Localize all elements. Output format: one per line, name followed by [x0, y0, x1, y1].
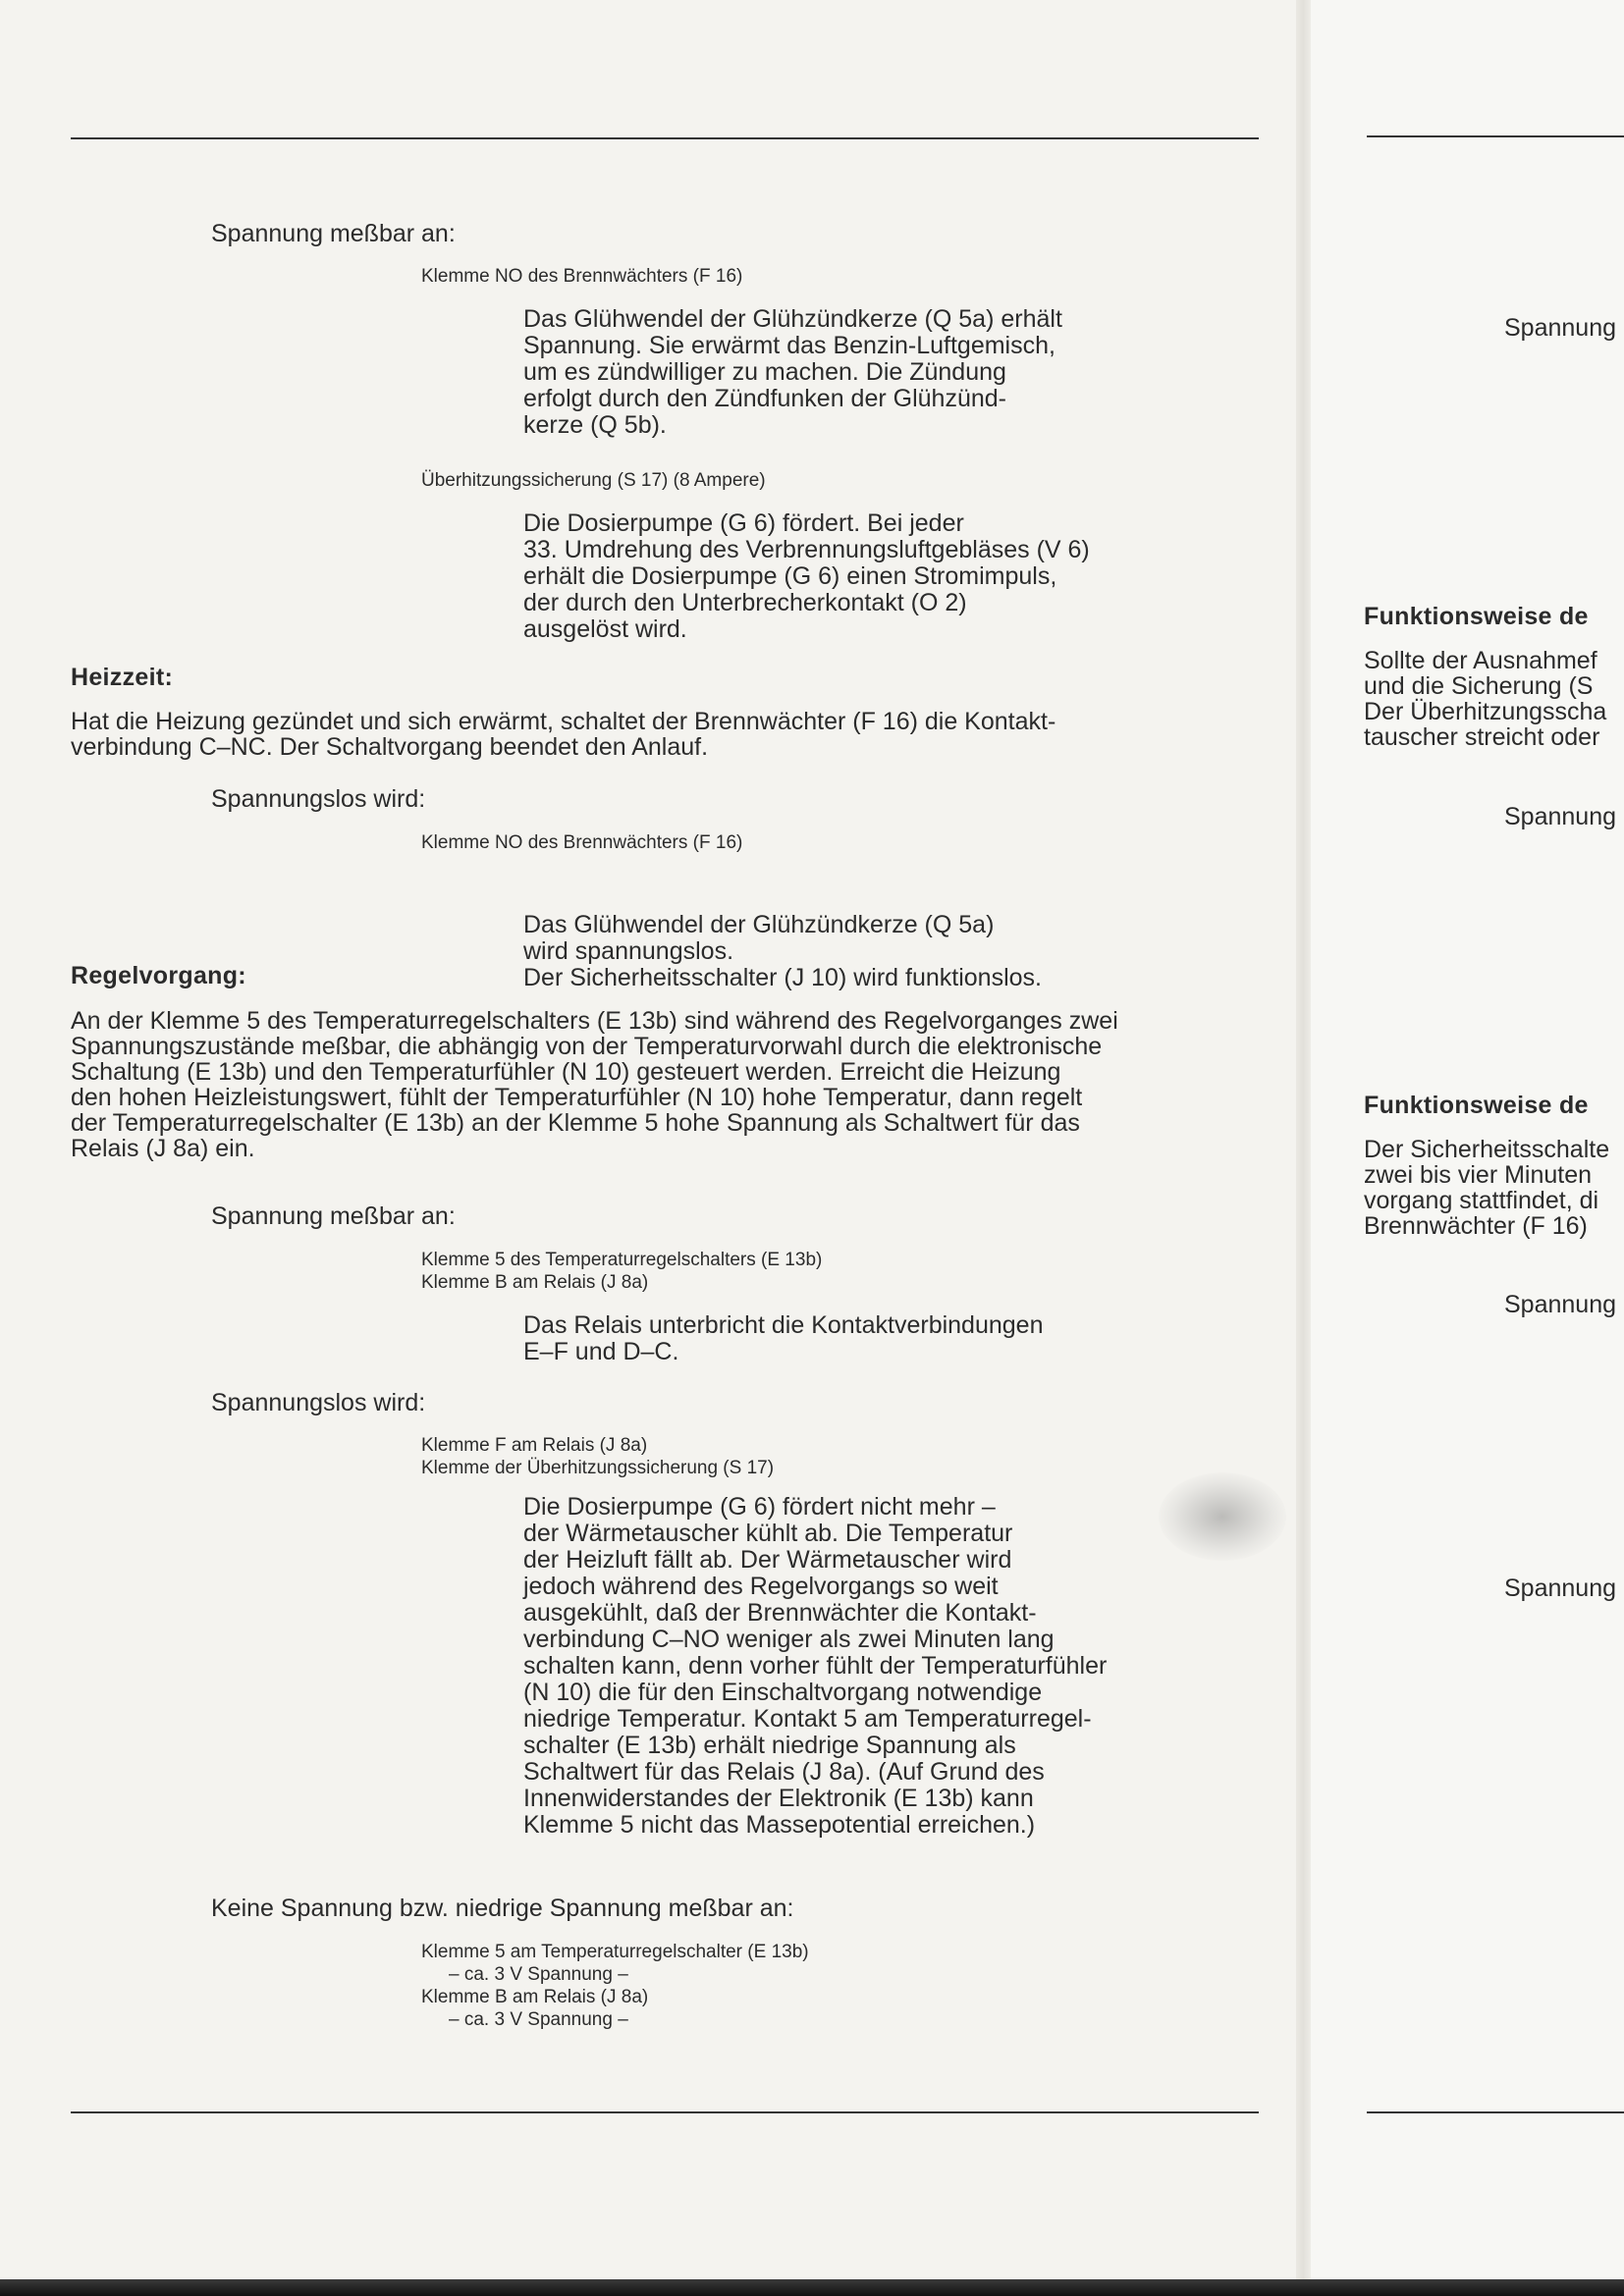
desc-spannungslos [523, 912, 1042, 991]
desc-line: verbindung C–NO weniger als zwei Minuten lang [523, 1626, 1055, 1653]
desc-line: um es zündwilliger zu machen. Die Zündung [523, 358, 1006, 386]
right-para-2 [1364, 1137, 1609, 1239]
terminal-ueberhitzungssicherung: Überhitzungssicherung (S 17) (8 Ampere) [421, 470, 766, 491]
para-line: den hohen Heizleistungswert, fühlt der Temperaturfühler (N 10) hohe Temperatur, dann regelt [71, 1084, 1083, 1111]
desc-line: wird spannungslos. [523, 937, 734, 965]
label-spannung-messbar-2: Spannung meßbar an: [211, 1202, 456, 1230]
right-label-spannung: Spannung [1504, 1291, 1617, 1318]
desc-line: 33. Umdrehung des Verbrennungsluftgebläses (V 6) [523, 536, 1090, 563]
label-spannung-messbar-1: Spannung meßbar an: [211, 220, 456, 247]
desc-line: schalter (E 13b) erhält niedrige Spannung als [523, 1732, 1016, 1759]
desc-line: der Heizluft fällt ab. Der Wärmetauscher wird [523, 1546, 1012, 1574]
para-line: der Temperaturregelschalter (E 13b) an der Klemme 5 hohe Spannung als Schaltwert für das [71, 1109, 1080, 1137]
right-heading-funktionsweise-2: Funktionsweise de [1364, 1092, 1589, 1119]
desc-line: Spannung. Sie erwärmt das Benzin-Luftgemisch, [523, 332, 1056, 359]
terminal-line: Klemme F am Relais (J 8a) [421, 1435, 648, 1456]
terminal-line: Klemme der Überhitzungssicherung (S 17) [421, 1458, 775, 1478]
terminal-no-brennwaechter-2: Klemme NO des Brennwächters (F 16) [421, 832, 743, 853]
right-label-spannung: Spannung [1504, 1575, 1617, 1602]
para-heizzeit [71, 709, 1056, 760]
label-spannungslos-1: Spannungslos wird: [211, 785, 426, 813]
para-line: Hat die Heizung gezündet und sich erwärmt, schaltet der Brennwächter (F 16) die Kontakt- [71, 708, 1056, 735]
para-line: An der Klemme 5 des Temperaturregelschalters (E 13b) sind während des Regelvorganges zwei [71, 1007, 1118, 1035]
desc-gluehwendel [523, 306, 1062, 439]
label-keine-spannung: Keine Spannung bzw. niedrige Spannung meßbar an: [211, 1895, 794, 1922]
bottom-rule-right [1367, 2111, 1624, 2113]
desc-line: (N 10) die für den Einschaltvorgang notwendige [523, 1679, 1043, 1706]
top-rule-right [1367, 135, 1624, 137]
desc-line: erfolgt durch den Zündfunken der Glühzünd- [523, 385, 1006, 412]
desc-line: erhält die Dosierpumpe (G 6) einen Stromimpuls, [523, 562, 1057, 590]
right-heading-funktionsweise-1: Funktionsweise de [1364, 603, 1589, 630]
terminal-line: Klemme 5 am Temperaturregelschalter (E 13b) [421, 1942, 809, 1962]
para-line: Der Sicherheitsschalte [1364, 1136, 1610, 1163]
desc-line: Der Sicherheitsschalter (J 10) wird funktionslos. [523, 964, 1042, 991]
desc-line: Das Relais unterbricht die Kontaktverbindungen [523, 1311, 1044, 1339]
para-line: tauscher streicht oder [1364, 723, 1600, 751]
para-line: Sollte der Ausnahmef [1364, 647, 1597, 674]
para-line: Der Überhitzungsscha [1364, 698, 1607, 725]
desc-dosierpumpe [523, 510, 1090, 643]
desc-line: ausgekühlt, daß der Brennwächter die Kontakt- [523, 1599, 1037, 1627]
para-line: Schaltung (E 13b) und den Temperaturfühler (N 10) gesteuert werden. Erreicht die Heizung [71, 1058, 1061, 1086]
desc-line: Das Glühwendel der Glühzündkerze (Q 5a) erhält [523, 305, 1062, 333]
desc-line: Das Glühwendel der Glühzündkerze (Q 5a) [523, 911, 995, 938]
heading-regelvorgang: Regelvorgang: [71, 962, 246, 989]
desc-line: Die Dosierpumpe (G 6) fördert nicht mehr – [523, 1493, 996, 1521]
desc-line: Die Dosierpumpe (G 6) fördert. Bei jeder [523, 509, 964, 537]
desc-line: schalten kann, denn vorher fühlt der Temperaturfühler [523, 1652, 1108, 1680]
terminal-no-brennwaechter: Klemme NO des Brennwächters (F 16) [421, 266, 743, 287]
terminal-line: – ca. 3 V Spannung – [449, 1964, 628, 1985]
para-line: Spannungszustände meßbar, die abhängig von der Temperaturvorwahl durch die elektronische [71, 1033, 1103, 1060]
top-rule-left [71, 137, 1259, 139]
terminal-line: – ca. 3 V Spannung – [449, 2009, 628, 2030]
desc-waermetauscher [523, 1494, 1107, 1839]
para-line: Relais (J 8a) ein. [71, 1135, 255, 1162]
desc-line: niedrige Temperatur. Kontakt 5 am Temperaturregel- [523, 1705, 1092, 1733]
desc-line: der durch den Unterbrecherkontakt (O 2) [523, 589, 967, 616]
desc-relais [523, 1312, 1043, 1365]
terminals-regel-2 [421, 1434, 774, 1479]
desc-line: der Wärmetauscher kühlt ab. Die Temperatur [523, 1520, 1013, 1547]
label-spannungslos-2: Spannungslos wird: [211, 1389, 426, 1416]
terminal-line: Klemme 5 des Temperaturregelschalters (E 13b) [421, 1250, 823, 1270]
bottom-rule-left [71, 2111, 1259, 2113]
terminal-line: Klemme B am Relais (J 8a) [421, 1987, 649, 2007]
terminals-regel-1 [421, 1249, 822, 1294]
para-line: verbindung C–NC. Der Schaltvorgang beendet den Anlauf. [71, 733, 709, 761]
para-line: vorgang stattfindet, di [1364, 1187, 1599, 1214]
smudge-mark [1159, 1472, 1286, 1561]
scan-bottom-edge [0, 2279, 1624, 2296]
desc-line: jedoch während des Regelvorgangs so weit [523, 1573, 999, 1600]
para-line: zwei bis vier Minuten [1364, 1161, 1593, 1189]
terminal-line: Klemme B am Relais (J 8a) [421, 1272, 649, 1293]
desc-line: Klemme 5 nicht das Massepotential erreichen.) [523, 1811, 1036, 1839]
desc-line: kerze (Q 5b). [523, 411, 667, 439]
desc-line: ausgelöst wird. [523, 615, 687, 643]
terminals-regel-3 [421, 1941, 809, 2031]
right-label-spannung: Spannung [1504, 803, 1617, 830]
desc-line: Innenwiderstandes der Elektronik (E 13b) kann [523, 1785, 1034, 1812]
heading-heizzeit: Heizzeit: [71, 664, 174, 691]
para-line: Brennwächter (F 16) [1364, 1212, 1588, 1240]
desc-line: E–F und D–C. [523, 1338, 679, 1365]
para-regelvorgang [71, 1008, 1118, 1161]
desc-line: Schaltwert für das Relais (J 8a). (Auf Grund des [523, 1758, 1045, 1786]
right-para-1 [1364, 648, 1606, 750]
right-label-spannung: Spannung [1504, 314, 1617, 342]
right-page [1311, 0, 1624, 2296]
para-line: und die Sicherung (S [1364, 672, 1594, 700]
